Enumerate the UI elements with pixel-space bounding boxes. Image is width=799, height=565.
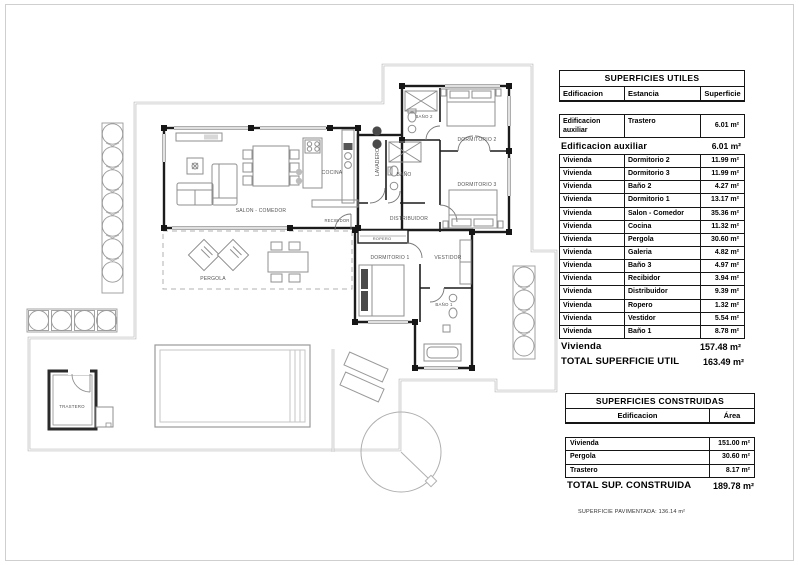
vivienda-subtotal-row: [559, 340, 745, 354]
cell-edificacion: Trastero: [570, 466, 598, 474]
superficies-utiles-table: [559, 70, 745, 370]
cell-estancia: Galeria: [624, 247, 700, 259]
subtotal-label: Edificacion auxiliar: [561, 141, 648, 151]
table-row: [560, 155, 744, 167]
table-row: [560, 285, 744, 298]
cell-edificacion: Vivienda: [563, 314, 592, 322]
cell-area: 8.17 m²: [709, 465, 754, 477]
cell-edificacion: Vivienda: [563, 196, 592, 204]
cell-edificacion: Vivienda: [563, 275, 592, 283]
pavimentada-caption: SUPERFICIE PAVIMENTADA: 136.14 m²: [578, 509, 686, 515]
room-label-dormitorio1: DORMITORIO 1: [370, 255, 410, 261]
cell-edificacion: Vivienda: [563, 248, 592, 256]
aux-subtotal-row: [559, 138, 745, 154]
utiles-header-box: [559, 70, 745, 102]
construidas-data-grid: [565, 437, 755, 478]
cell-edificacion: Pergola: [570, 453, 596, 461]
total-label: TOTAL SUP. CONSTRUIDA: [567, 480, 692, 492]
cell-estancia: Dormitorio 3: [624, 168, 700, 180]
room-label-bano2: BAÑO 2: [415, 114, 433, 119]
col-header-area: Área: [709, 409, 754, 422]
room-label-dormitorio3: DORMITORIO 3: [457, 182, 497, 188]
tree-row-right: [513, 266, 535, 359]
cell-edificacion: Vivienda: [563, 209, 592, 217]
room-label-ropero: ROPERO: [372, 236, 392, 241]
table-row: [560, 220, 744, 233]
construidas-header-box: [565, 393, 755, 424]
pool: [155, 345, 310, 427]
cell-estancia: Trastero: [624, 115, 700, 137]
total-superficie-util-row: [559, 354, 745, 370]
cell-area: 30.60 m²: [709, 451, 754, 463]
cell-edificacion: Vivienda: [563, 170, 592, 178]
room-label-bano1: BAÑO 1: [435, 302, 453, 307]
table-row: [566, 450, 754, 463]
room-label-salon: SALON - COMEDOR: [235, 208, 287, 214]
cell-superficie: 6.01 m²: [700, 115, 744, 137]
subtotal-label: Vivienda: [561, 341, 602, 353]
trastero-building: [49, 368, 113, 429]
table-row: [566, 438, 754, 450]
cell-estancia: Ropero: [624, 300, 700, 312]
cell-estancia: Distribuidor: [624, 286, 700, 298]
cell-edificacion: Vivienda: [563, 183, 592, 191]
cell-superficie: 4.27 m²: [700, 181, 744, 193]
cell-estancia: Vestidor: [624, 313, 700, 325]
cell-estancia: Baño 3: [624, 260, 700, 272]
cell-estancia: Baño 2: [624, 181, 700, 193]
room-label-lavadero: LAVADERO: [375, 147, 381, 177]
table-row: [560, 272, 744, 285]
table-row: [560, 312, 744, 325]
table-row: [560, 193, 744, 206]
cell-superficie: 4.82 m²: [700, 247, 744, 259]
total-value: 163.49 m²: [702, 356, 744, 367]
cell-estancia: Dormitorio 1: [624, 194, 700, 206]
cell-area: 151.00 m²: [709, 438, 754, 450]
cell-superficie: 4.97 m²: [700, 260, 744, 272]
aux-row-box: [559, 114, 745, 138]
subtotal-value: 6.01 m²: [711, 141, 741, 151]
utiles-data-grid: [559, 154, 745, 339]
room-label-distribuidor: DISTRIBUIDOR: [389, 216, 429, 222]
cell-estancia: Dormitorio 2: [624, 155, 700, 167]
table-row: [560, 167, 744, 180]
table-row: [560, 115, 744, 137]
col-header-superficie: Superficie: [700, 87, 744, 100]
cell-superficie: 11.32 m²: [700, 221, 744, 233]
cell-edificacion: Vivienda: [563, 262, 592, 270]
cell-superficie: 5.54 m²: [700, 313, 744, 325]
table-row: [560, 299, 744, 312]
cell-estancia: Recibidor: [624, 273, 700, 285]
total-sup-construida-row: [565, 478, 755, 494]
table-row: [560, 207, 744, 220]
cell-superficie: 11.99 m²: [700, 168, 744, 180]
cell-superficie: 8.78 m²: [700, 326, 744, 338]
utiles-title: SUPERFICIES UTILES: [560, 71, 744, 87]
cell-superficie: 1.32 m²: [700, 300, 744, 312]
tree-row-left: [102, 123, 123, 293]
room-label-bano: BAÑO: [396, 172, 412, 178]
cell-edificacion: Edificacion auxiliar: [563, 118, 601, 134]
construidas-column-headers: [566, 409, 754, 422]
room-label-vestidor: VESTIDOR: [434, 255, 462, 261]
superficies-construidas-table: [565, 393, 755, 494]
spacer: [565, 424, 755, 437]
room-label-recibidor: RECIBIDOR: [324, 218, 350, 223]
tree-row-bottom: [27, 309, 117, 332]
cell-edificacion: Vivienda: [570, 440, 599, 447]
cell-superficie: 13.17 m²: [700, 194, 744, 206]
cell-edificacion: Vivienda: [563, 222, 592, 230]
cell-edificacion: Vivienda: [563, 235, 592, 243]
table-row: [560, 259, 744, 272]
subtotal-value: 157.48 m²: [699, 341, 741, 352]
pergola-area: [163, 231, 352, 289]
cell-superficie: 9.39 m²: [700, 286, 744, 298]
table-row: [560, 246, 744, 259]
cell-edificacion: Vivienda: [563, 157, 592, 164]
room-label-trastero: TRASTERO: [59, 404, 85, 409]
room-label-cocina: COCINA: [321, 170, 343, 176]
utiles-column-headers: [560, 87, 744, 100]
table-row: [566, 464, 754, 477]
total-label: TOTAL SUPERFICIE UTIL: [561, 356, 680, 368]
cell-superficie: 30.60 m²: [700, 234, 744, 246]
cell-edificacion: Vivienda: [563, 301, 592, 309]
garden-features: [340, 352, 441, 492]
cell-estancia: Salon - Comedor: [624, 208, 700, 220]
total-value: 189.78 m²: [712, 480, 754, 491]
cell-edificacion: Vivienda: [563, 288, 592, 296]
cell-estancia: Baño 1: [624, 326, 700, 338]
room-label-dormitorio2: DORMITORIO 2: [457, 137, 497, 143]
cell-superficie: 3.94 m²: [700, 273, 744, 285]
cell-estancia: Pergola: [624, 234, 700, 246]
cell-superficie: 11.99 m²: [700, 155, 744, 167]
room-label-pergola: PERGOLA: [200, 276, 226, 282]
col-header-edificacion: Edificacion: [563, 89, 604, 98]
col-header-edificacion: Edificacion: [617, 411, 658, 420]
cell-estancia: Cocina: [624, 221, 700, 233]
cell-superficie: 35.36 m²: [700, 208, 744, 220]
construidas-title: SUPERFICIES CONSTRUIDAS: [566, 394, 754, 409]
table-row: [560, 325, 744, 338]
cell-edificacion: Vivienda: [563, 327, 592, 335]
table-row: [560, 233, 744, 246]
table-row: [560, 180, 744, 193]
col-header-estancia: Estancia: [624, 87, 700, 100]
